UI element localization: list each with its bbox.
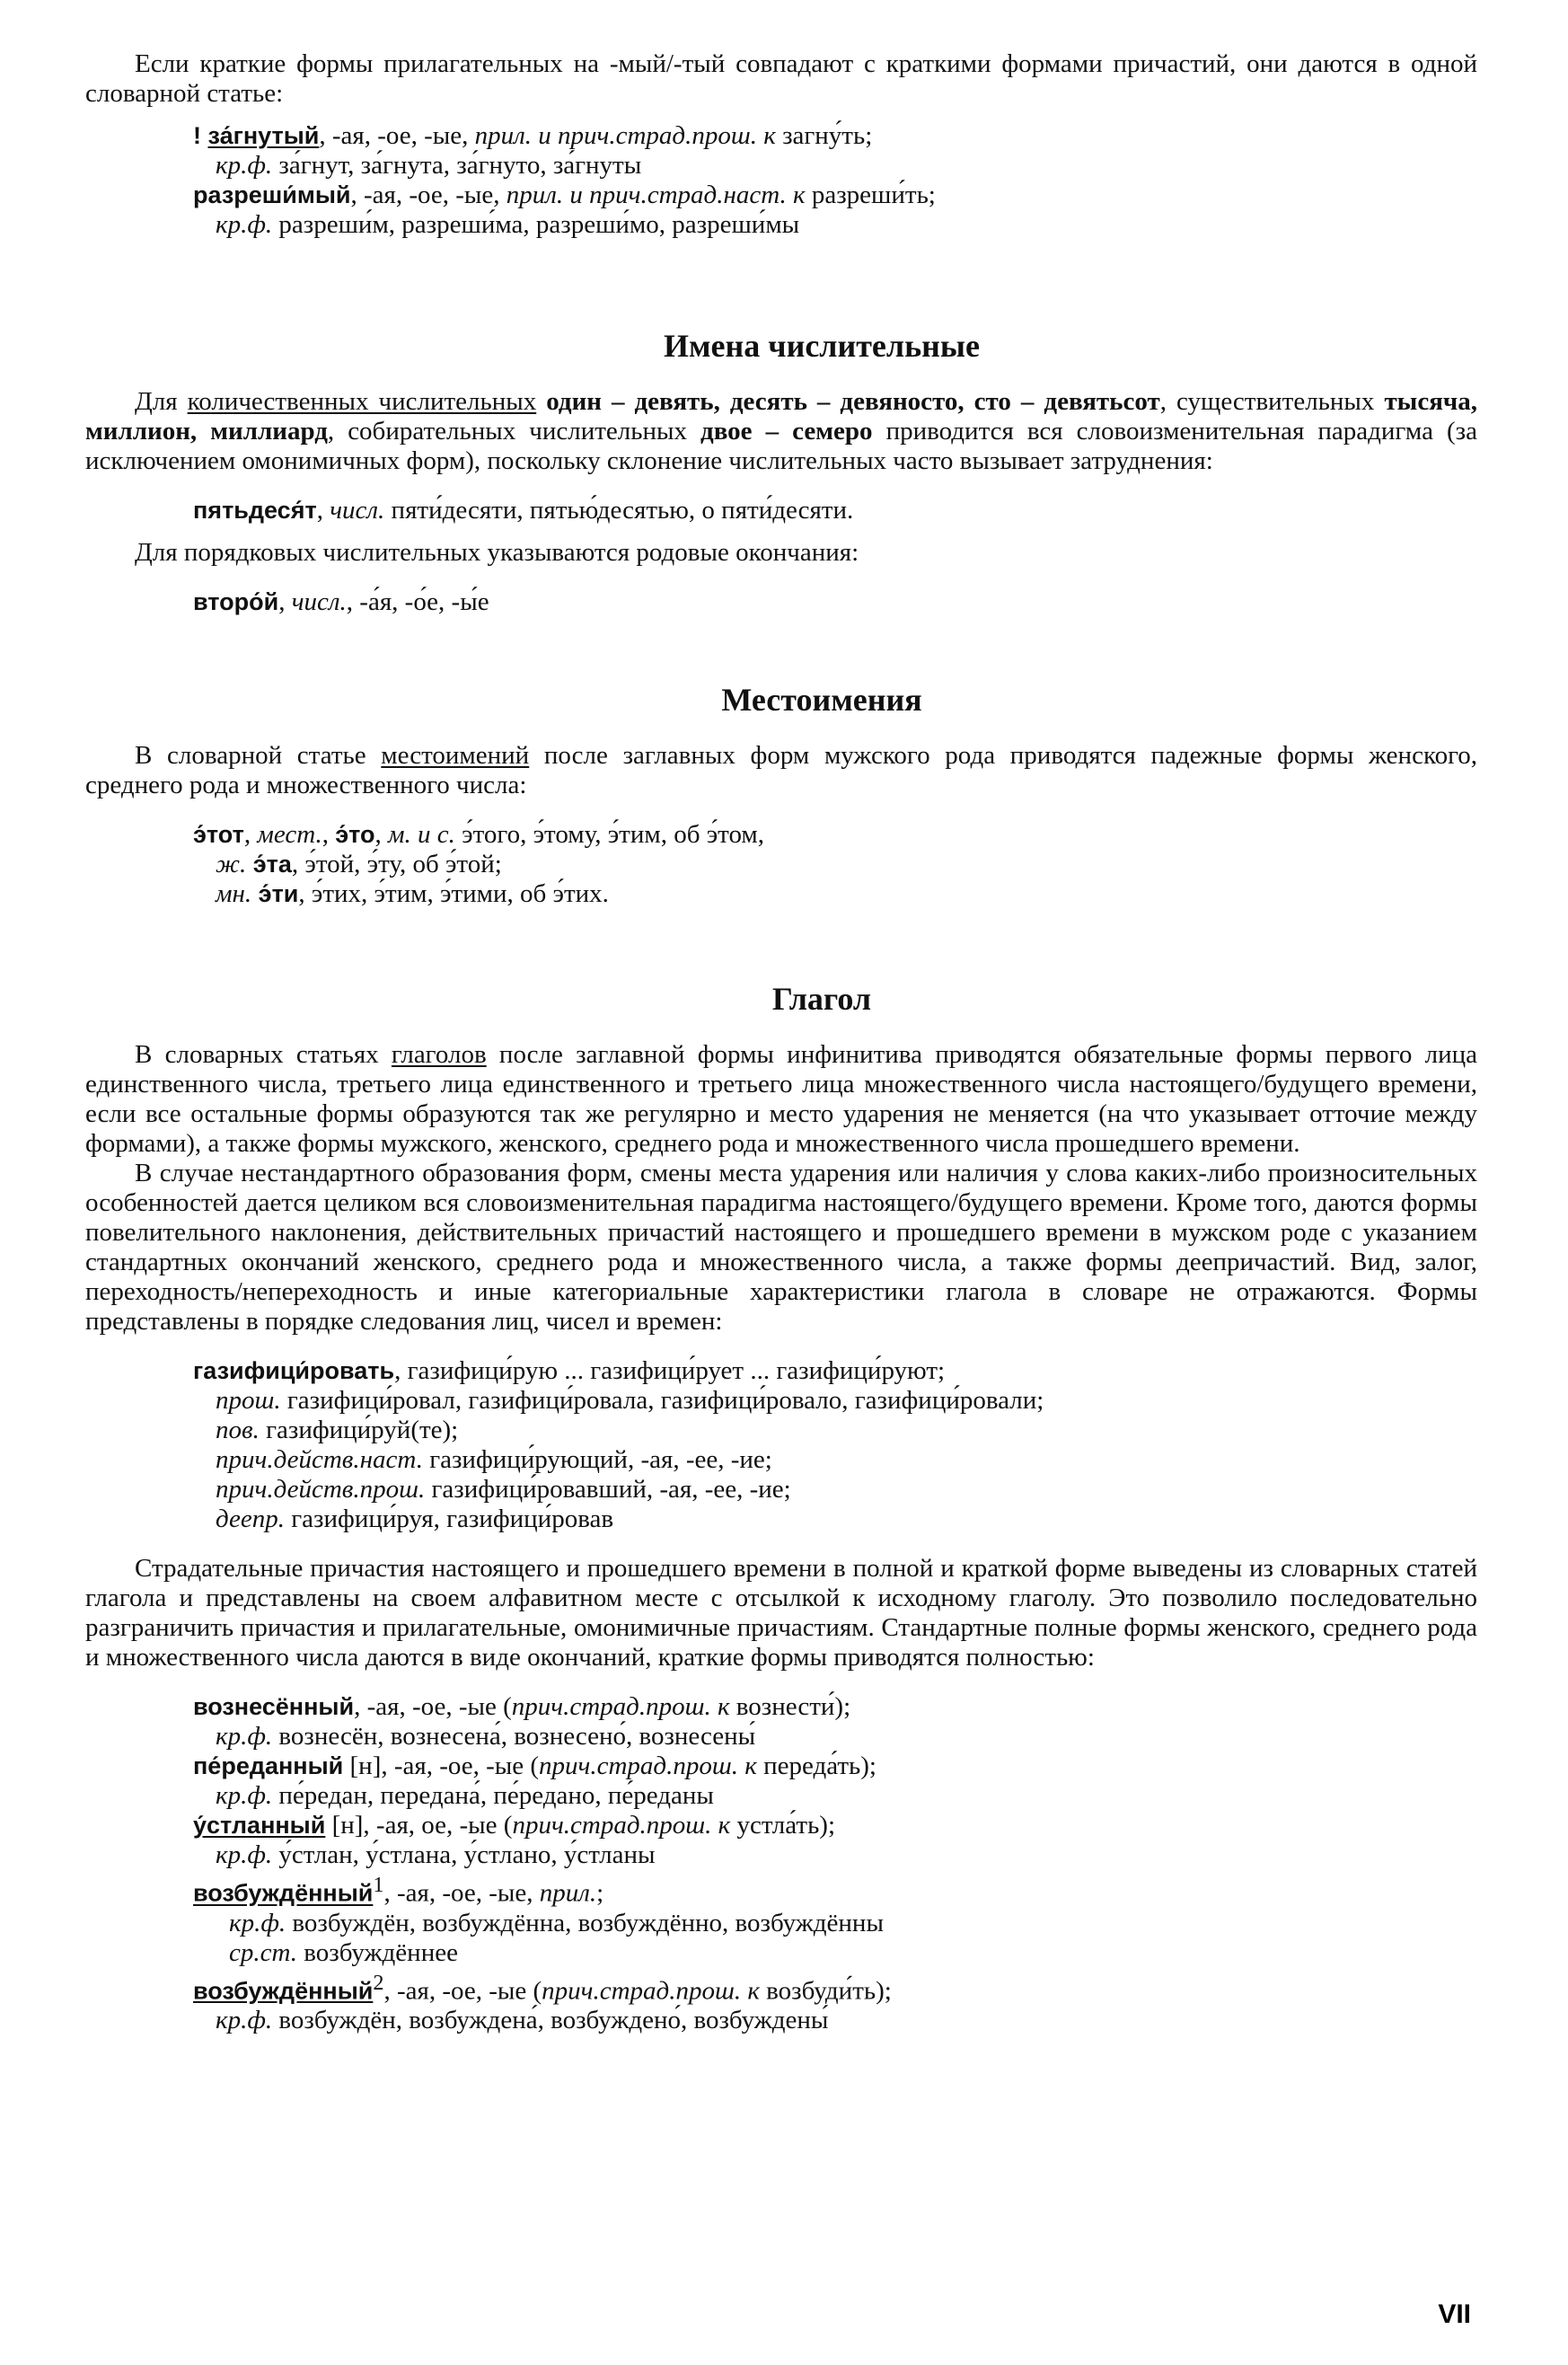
- pronouns-paragraph: В словарной статье местоимений после заглавных форм мужского рода приводятся падежные формы женского, среднего рода и множественного числа:: [85, 741, 1477, 799]
- entry-short-forms: кр.ф. за́гнут, за́гнута, за́гнуто, за́гнуты: [216, 151, 642, 180]
- numerals-link[interactable]: количественных числительных: [187, 387, 537, 416]
- entry-razreshimyi: разреши́мый, -ая, -ое, -ые, прил. и прич.страд.наст. к разреши́ть;: [193, 181, 936, 209]
- numerals-example-1: пятьдеся́т, числ. пяти́десяти, пятью́десятью, о пяти́десяти.: [193, 496, 854, 525]
- entry-zagnutyi: ! за́гнутый, -ая, -ое, -ые, прил. и прич.страд.прош. к загну́ть;: [193, 121, 873, 150]
- adj-examples: [85, 121, 1477, 240]
- numerals-example-2: второ́й, числ., -а́я, -о́е, -ы́е: [193, 587, 489, 616]
- dictionary-page: [85, 49, 1477, 2035]
- verb-paragraph-1: В словарных статьях глаголов после заглавной формы инфинитива приводятся обязательные формы первого лица единственного числа, третьего лица единственного и третьего лица множественного числа настоящего/будущего времени, если все остальные формы образуются так же регулярно и место ударения не меняется (на что указывает отточие между формами), а также формы мужского, женского, среднего рода и множественного числа прошедшего времени.: [85, 1040, 1477, 1158]
- section-title-verb: Глагол: [771, 981, 872, 1017]
- headword: газифици́ровать: [193, 1357, 395, 1384]
- verbs-link[interactable]: глаголов: [391, 1040, 487, 1069]
- verb-paragraph-2: В случае нестандартного образования форм, смены места ударения или наличия у слова каких-либо произносительных особенностей дается целиком вся словоизменительная парадигма настоящего/будущего времени. Кроме того, даются формы повелительного наклонения, действительных причастий настоящего и прошедшего времени в мужском роде с указанием стандартных окончаний женского, среднего рода и множественного числа, а также формы деепричастий. Вид, залог, переходность/непереходность и иные категориальные характеристики глагола в словаре не отражаются. Формы представлены в порядке следования лиц, чисел и времен:: [85, 1159, 1477, 1336]
- headword: разреши́мый: [193, 181, 351, 208]
- numerals-paragraph: Для количественных числительных один – девять, десять – девяносто, сто – девятьсот, существительных тысяча, миллион, миллиард, собирательных числительных двое – семеро приводится вся словоизменительная парадигма (за исключением омонимичных форм), поскольку склонение числительных часто вызывает затруднения:: [85, 387, 1477, 475]
- headword: пятьдеся́т: [193, 497, 317, 524]
- pronouns-link[interactable]: местоимений: [381, 741, 530, 770]
- section-title-pronouns: Местоимения: [721, 682, 922, 718]
- headword: возбуждённый: [193, 1977, 374, 2005]
- pronouns-example: э́тот, мест., э́то, м. и с. э́того, э́тому, э́тим, об э́том, ж. э́та, э́той, э́ту, об э́той; мн. э́ти, э́тих, э́тим, э́тими, об э́тих.: [193, 820, 764, 908]
- headword: возбуждённый: [193, 1879, 374, 1907]
- headword: вознесённый: [193, 1693, 355, 1720]
- page-number: VII: [1438, 2299, 1471, 2329]
- verb-paragraph-3: Страдательные причастия настоящего и прошедшего времени в полной и краткой форме выведены из словарных статей глагола и представлены на своем алфавитном месте с отсылкой к исходному глаголу. Это позволило последовательно разграничить причастия и прилагательные, омонимичные причастиям. Стандартные полные формы женского, среднего рода и множественного числа даются в виде окончаний, краткие формы приводятся полностью:: [85, 1554, 1477, 1672]
- entry-short-forms: кр.ф. разреши́м, разреши́ма, разреши́мо, разреши́мы: [216, 210, 800, 239]
- headword: у́стланный: [193, 1812, 326, 1839]
- headword: пе́реданный: [193, 1752, 344, 1779]
- headword: э́тот: [193, 821, 244, 848]
- adj-intro: Если краткие формы прилагательных на -мый/-тый совпадают с краткими формами причастий, они даются в одной словарной статье:: [85, 49, 1477, 108]
- verb-example-gazifitsirovat: газифици́ровать, газифици́рую ... газифици́рует ... газифици́руют; прош. газифици́ровал, газифици́ровала, газифици́ровало, газифици́ровали; пов. газифици́руй(те); прич.действ.наст. газифици́рующий, -ая, -ее, -ие; прич.действ.прош. газифици́ровавший, -ая, -ее, -ие; деепр. газифици́руя, газифици́ровав: [193, 1356, 1044, 1533]
- section-title-numerals: Имена числительные: [664, 328, 980, 364]
- numerals-ordinal-paragraph: Для порядковых числительных указываются родовые окончания:: [135, 538, 859, 567]
- headword: за́гнутый: [207, 122, 320, 149]
- headword: второ́й: [193, 588, 279, 615]
- participle-examples: вознесённый, -ая, -ое, -ые (прич.страд.прош. к вознести́); кр.ф. вознесён, вознесена́, вознесено́, вознесены́ пе́реданный [н], -ая, -ое, -ые (прич.страд.прош. к переда́ть); кр.ф. пе́редан, передана́, пе́редано, пе́реданы у́стланный [н], -ая, ое, -ые (прич.страд.прош. к устла́ть); кр.ф. у́стлан, у́стлана, у́стлано, у́стланы возбуждённый$^1$, -ая, -ое, -ые, прил.; кр.ф. возбуждён, возбуждённа, возбуждённо, возбуждённы ср.ст. возбуждённее возбуждённый$^2$, -ая, -ое, -ые (прич.страд.прош. к возбуди́ть); кр.ф. возбуждён, возбуждена́, возбуждено́, возбуждены́: [193, 1692, 892, 2035]
